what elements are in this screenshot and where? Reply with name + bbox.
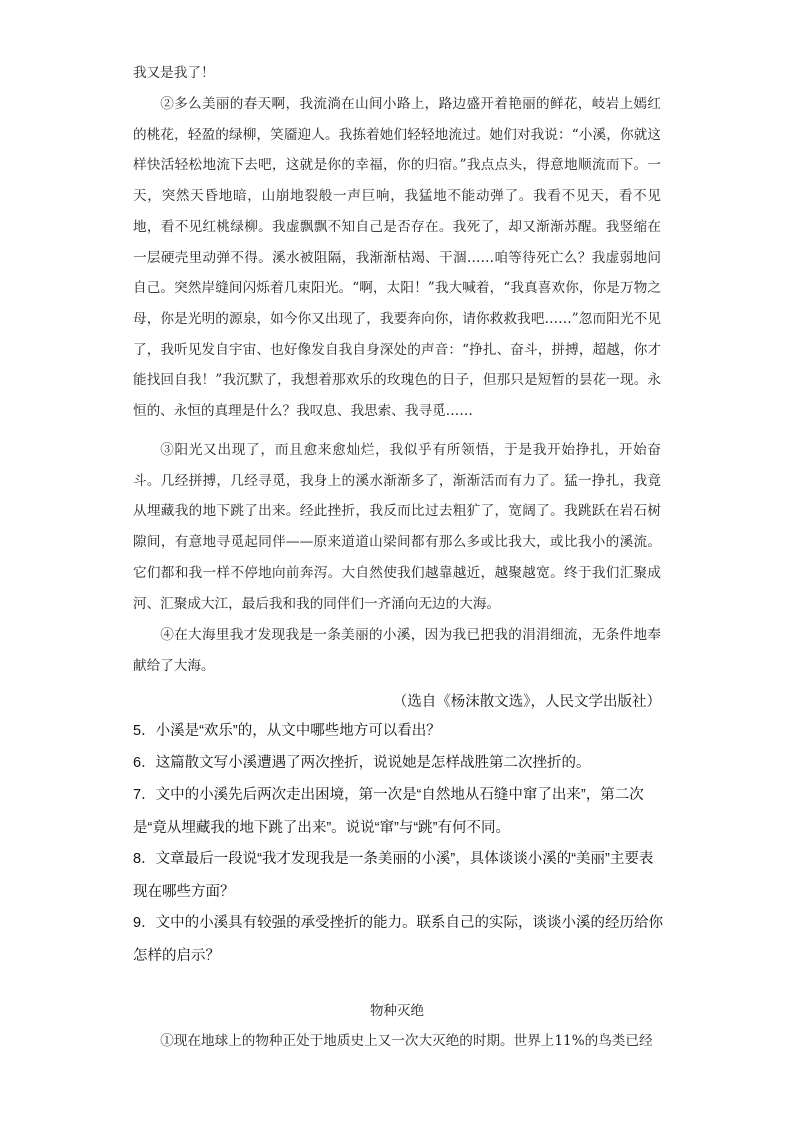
question-9: 9．文中的小溪具有较强的承受挫折的能力。联系自己的实际，谈谈小溪的经历给你怎样的启示？ bbox=[133, 915, 664, 964]
source-citation: （选自《杨沫散文选》，人民文学出版社） bbox=[392, 694, 661, 710]
paragraph-2: ②多么美丽的春天啊，我流淌在山间小路上，路边盛开着艳丽的鲜花，岐岩上嫣红的桃花，轻盈的绿柳，笑靥迎人。我拣着她们轻轻地流过。她们对我说：“小溪，你就这样快活轻松地流下去吧，这就是你的幸福，你的归宿。”我点点头，得意地顺流而下。一天，突然天昏地暗，山崩地裂般一声巨响，我猛地不能动弹了。我看不见天，看不见地，看不见红桃绿柳。我虚飘飘不知自己是否存在。我死了，却又渐渐苏醒。我竖缩在一层硬壳里动弹不得。溪水被阻隔，我渐渐枯竭、干涸……咱等待死亡么？我虚弱地问自己。突然岸缝间闪烁着几束阳光。“啊，太阳！”我大喊着，“我真喜欢你，你是万物之母，你是光明的源泉，如今你又出现了，我要奔向你，请你救救我吧……”忽而阳光不见了，我听见发自宇宙、也好像发自我自身深处的声音：“挣扎、奋斗，拼搏，超越，你才能找回自我！”我沉默了，我想着那欢乐的玫瑰色的日子，但那只是短暂的昙花一现。永恒的、永恒的真理是什么？我叹息、我思索、我寻觅…… bbox=[133, 96, 661, 420]
paragraph-4: ④在大海里我才发现我是一条美丽的小溪，因为我已把我的涓涓细流，无条件地奉献给了大海。 bbox=[133, 627, 661, 674]
question-7: 7．文中的小溪先后两次走出困境，第一次是“自然地从石缝中窜了出来”，第二次是“竟从埋藏我的地下跳了出来”。说说“窜”与“跳”有何不同。 bbox=[133, 787, 644, 836]
paragraph-opening: 我又是我了！ bbox=[133, 65, 215, 81]
question-8: 8．文章最后一段说“我才发现我是一条美丽的小溪”，具体谈谈小溪的“美丽”主要表现在哪些方面？ bbox=[133, 851, 654, 900]
question-5: 5．小溪是“欢乐”的，从文中哪些地方可以看出？ bbox=[133, 723, 441, 739]
paragraph-3: ③阳光又出现了，而且愈来愈灿烂，我似乎有所领悟，于是我开始挣扎，开始奋斗。几经拼搏，几经寻觅，我身上的溪水渐渐多了，渐渐活而有力了。猛一挣扎，我竟从埋藏我的地下跳了出来。经此挫折，我反而比过去粗犷了，宽阔了。我跳跃在岩石树隙间，有意地寻觅起同伴——原来道道山梁间都有那么多或比我大，或比我小的溪流。它们都和我一样不停地向前奔泻。大自然使我们越靠越近，越聚越宽。终于我们汇聚成河、汇聚成大江，最后我和我的同伴们一齐涌向无边的大海。 bbox=[133, 442, 661, 612]
next-article-paragraph-1: ①现在地球上的物种正处于地质史上又一次大灭绝的时期。世界上11%的鸟类已经 bbox=[160, 1033, 653, 1049]
next-article-title: 物种灭绝 bbox=[370, 1003, 424, 1019]
question-6: 6．这篇散文写小溪遭遇了两次挫折，说说她是怎样战胜第二次挫折的。 bbox=[133, 755, 591, 771]
